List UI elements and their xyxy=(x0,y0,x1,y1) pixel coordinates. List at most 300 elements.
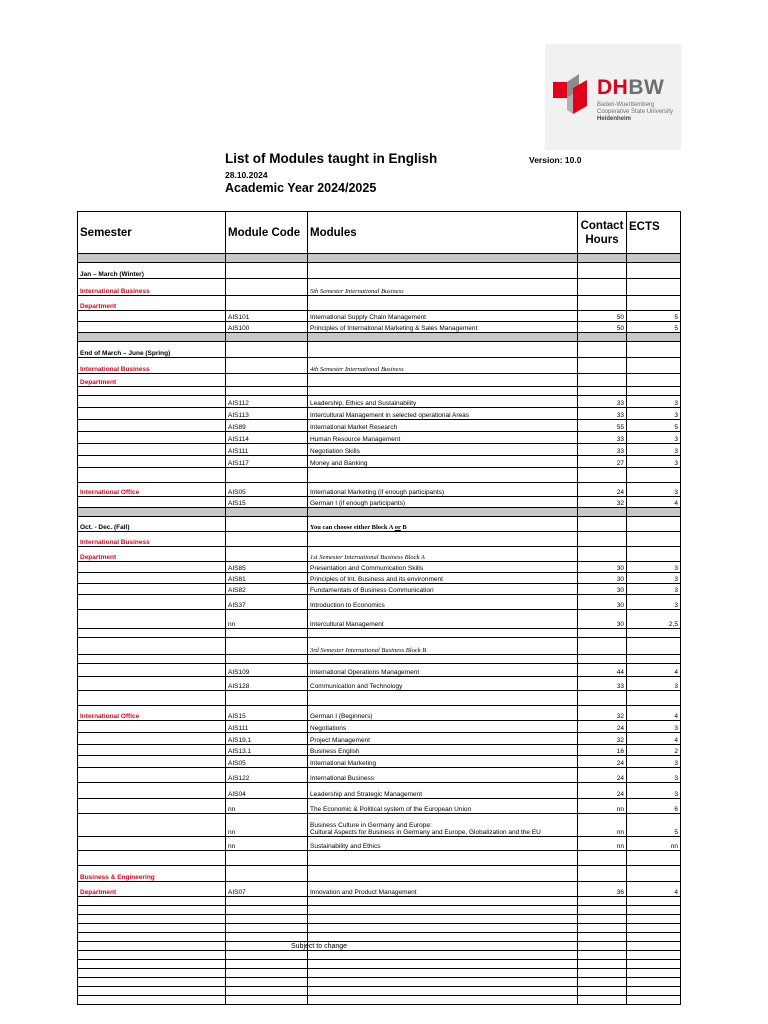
module-row xyxy=(78,721,681,733)
empty-cell xyxy=(226,996,308,1005)
module-code: AIS100 xyxy=(226,322,308,333)
empty-cell xyxy=(627,358,681,374)
empty-cell xyxy=(308,387,578,396)
empty-cell xyxy=(226,924,308,933)
department-label: Department xyxy=(78,374,226,387)
module-code: nn xyxy=(226,814,308,837)
contact-hours: 33 xyxy=(578,396,627,408)
module-row xyxy=(78,322,681,333)
empty-cell xyxy=(78,814,226,837)
semester-title: Oct. - Dec. (Fall) xyxy=(78,517,226,532)
table-row xyxy=(78,387,681,396)
separator-cell xyxy=(226,508,308,517)
contact-hours: 50 xyxy=(578,322,627,333)
table-row xyxy=(78,978,681,987)
empty-cell xyxy=(627,906,681,915)
module-code: AIS111 xyxy=(226,721,308,733)
empty-cell xyxy=(78,745,226,756)
empty-cell xyxy=(78,799,226,814)
department-label: Department xyxy=(78,296,226,311)
empty-cell xyxy=(627,987,681,996)
department-label: International Business xyxy=(78,279,226,296)
ects-value: 3 xyxy=(627,595,681,610)
table-row xyxy=(78,851,681,866)
separator-cell xyxy=(627,254,681,263)
module-code: AIS113 xyxy=(226,408,308,420)
module-name: Fundamentals of Business Communication xyxy=(308,584,578,595)
empty-cell xyxy=(226,532,308,547)
module-name: Money and Banking xyxy=(308,456,578,468)
department-label: Business & Engineering xyxy=(78,866,226,882)
empty-cell xyxy=(578,960,627,969)
empty-cell xyxy=(78,420,226,432)
empty-cell xyxy=(78,497,226,508)
empty-cell xyxy=(627,517,681,532)
contact-hours: 33 xyxy=(578,444,627,456)
empty-cell xyxy=(627,996,681,1005)
empty-cell xyxy=(578,951,627,960)
contact-hours: 55 xyxy=(578,420,627,432)
module-code: nn xyxy=(226,610,308,629)
empty-cell xyxy=(308,866,578,882)
empty-cell xyxy=(627,629,681,638)
empty-cell xyxy=(627,638,681,655)
empty-cell xyxy=(226,851,308,866)
empty-cell xyxy=(308,915,578,924)
contact-hours: 30 xyxy=(578,595,627,610)
table-row xyxy=(78,629,681,638)
empty-cell xyxy=(78,408,226,420)
empty-cell xyxy=(308,951,578,960)
module-row xyxy=(78,706,681,721)
module-code: AIS37 xyxy=(226,595,308,610)
empty-cell xyxy=(226,387,308,396)
module-code: AIS128 xyxy=(226,677,308,691)
block-heading: 5th Semester International Business xyxy=(308,279,578,296)
module-row xyxy=(78,483,681,497)
contact-hours: 36 xyxy=(578,882,627,897)
table-row xyxy=(78,655,681,664)
empty-cell xyxy=(78,942,226,951)
empty-cell xyxy=(308,960,578,969)
department-label: International Business xyxy=(78,532,226,547)
module-row xyxy=(78,584,681,595)
col-contact-hours-header: Contact Hours xyxy=(578,212,627,254)
empty-cell xyxy=(226,960,308,969)
empty-cell xyxy=(78,677,226,691)
ects-value: 3 xyxy=(627,444,681,456)
department-label: Department xyxy=(78,882,226,897)
semester-title: Jan – March (Winter) xyxy=(78,263,226,279)
block-choice-note: You can choose either Block A or B xyxy=(308,517,578,532)
empty-cell xyxy=(627,897,681,906)
module-row xyxy=(78,610,681,629)
empty-cell xyxy=(226,547,308,562)
contact-hours: 24 xyxy=(578,783,627,799)
ects-value: 3 xyxy=(627,562,681,573)
empty-cell xyxy=(226,342,308,358)
module-code: AIS109 xyxy=(226,664,308,677)
empty-cell xyxy=(308,906,578,915)
empty-cell xyxy=(78,387,226,396)
contact-hours: 50 xyxy=(578,311,627,322)
module-name: Communication and Technology xyxy=(308,677,578,691)
ects-value: 5 xyxy=(627,814,681,837)
empty-cell xyxy=(627,655,681,664)
module-name: Business Culture in Germany and Europe: Cultural Aspects for Business in Germany and Europe, Globalization and the EU xyxy=(308,814,578,837)
table-row xyxy=(78,279,681,296)
empty-cell xyxy=(226,374,308,387)
empty-cell xyxy=(308,629,578,638)
module-code: AIS05 xyxy=(226,483,308,497)
office-label: International Office xyxy=(78,483,226,497)
ects-value: 6 xyxy=(627,799,681,814)
contact-hours: nn xyxy=(578,814,627,837)
empty-cell xyxy=(578,996,627,1005)
separator-cell xyxy=(226,254,308,263)
module-code: AIS111 xyxy=(226,444,308,456)
empty-cell xyxy=(226,263,308,279)
module-code: AIS117 xyxy=(226,456,308,468)
module-code: AIS101 xyxy=(226,311,308,322)
col-code-header: Module Code xyxy=(226,212,308,254)
empty-cell xyxy=(226,358,308,374)
table-row xyxy=(78,906,681,915)
dhbw-logo-mark-icon xyxy=(553,74,593,114)
table-header-row xyxy=(78,212,681,254)
contact-hours: 24 xyxy=(578,483,627,497)
block-row xyxy=(78,638,681,655)
module-name: International Marketing xyxy=(308,756,578,768)
empty-cell xyxy=(578,924,627,933)
module-name: Principles of Int. Business and its environment xyxy=(308,573,578,584)
empty-cell xyxy=(78,468,226,483)
ects-value: 3 xyxy=(627,483,681,497)
ects-value: 5 xyxy=(627,311,681,322)
table-row xyxy=(78,517,681,532)
empty-cell xyxy=(578,897,627,906)
module-name: Negotiation Skills xyxy=(308,444,578,456)
ects-value: 4 xyxy=(627,733,681,745)
department-label: Department xyxy=(78,547,226,562)
empty-cell xyxy=(627,969,681,978)
section-separator xyxy=(78,254,681,263)
empty-cell xyxy=(308,978,578,987)
empty-cell xyxy=(226,978,308,987)
contact-hours: 16 xyxy=(578,745,627,756)
block-heading: 3rd Semester International Business Block B xyxy=(308,638,578,655)
contact-hours: 24 xyxy=(578,756,627,768)
ects-value: 3 xyxy=(627,756,681,768)
module-code: AIS85 xyxy=(226,562,308,573)
table-row xyxy=(78,532,681,547)
empty-cell xyxy=(308,969,578,978)
empty-cell xyxy=(627,547,681,562)
empty-cell xyxy=(627,468,681,483)
empty-cell xyxy=(578,691,627,706)
module-name: Presentation and Communication Skills xyxy=(308,562,578,573)
module-code: nn xyxy=(226,799,308,814)
ects-value: 3 xyxy=(627,432,681,444)
module-name: Innovation and Product Management xyxy=(308,882,578,897)
module-code: AIS89 xyxy=(226,420,308,432)
contact-hours: 33 xyxy=(578,432,627,444)
footer-note: Subject to change xyxy=(291,943,348,950)
empty-cell xyxy=(78,610,226,629)
ects-value: 2,5 xyxy=(627,610,681,629)
table-row xyxy=(78,296,681,311)
empty-cell xyxy=(308,691,578,706)
module-row xyxy=(78,882,681,897)
table-row xyxy=(78,942,681,951)
empty-cell xyxy=(226,296,308,311)
table-row xyxy=(78,951,681,960)
ects-value: 4 xyxy=(627,664,681,677)
ects-value: 3 xyxy=(627,677,681,691)
separator-cell xyxy=(627,333,681,342)
empty-cell xyxy=(78,768,226,783)
col-modules-header: Modules xyxy=(308,212,578,254)
empty-cell xyxy=(226,951,308,960)
empty-cell xyxy=(226,933,308,942)
block-heading: 1st Semester International Business Block A xyxy=(308,547,578,562)
separator-cell xyxy=(308,333,578,342)
separator-cell xyxy=(78,333,226,342)
module-name: Sustainability and Ethics xyxy=(308,837,578,851)
empty-cell xyxy=(308,897,578,906)
module-row xyxy=(78,733,681,745)
empty-cell xyxy=(78,595,226,610)
empty-cell xyxy=(627,263,681,279)
empty-cell xyxy=(78,851,226,866)
contact-hours: 24 xyxy=(578,768,627,783)
module-row xyxy=(78,768,681,783)
empty-cell xyxy=(78,456,226,468)
academic-year: Academic Year 2024/2025 xyxy=(225,181,377,195)
empty-cell xyxy=(578,906,627,915)
empty-cell xyxy=(308,933,578,942)
empty-cell xyxy=(226,279,308,296)
empty-cell xyxy=(578,279,627,296)
table-row xyxy=(78,468,681,483)
col-semester-header: Semester xyxy=(78,212,226,254)
separator-cell xyxy=(308,508,578,517)
module-code: AIS81 xyxy=(226,573,308,584)
empty-cell xyxy=(308,996,578,1005)
empty-cell xyxy=(578,851,627,866)
empty-cell xyxy=(78,573,226,584)
empty-cell xyxy=(226,655,308,664)
empty-cell xyxy=(578,655,627,664)
module-code: AIS112 xyxy=(226,396,308,408)
empty-cell xyxy=(226,691,308,706)
department-label: International Business xyxy=(78,358,226,374)
empty-cell xyxy=(308,924,578,933)
module-row xyxy=(78,444,681,456)
empty-cell xyxy=(308,851,578,866)
empty-cell xyxy=(308,532,578,547)
empty-cell xyxy=(226,638,308,655)
empty-cell xyxy=(78,584,226,595)
empty-cell xyxy=(578,969,627,978)
table-row xyxy=(78,263,681,279)
empty-cell xyxy=(627,851,681,866)
module-name: Intercultural Management in selected operational Areas xyxy=(308,408,578,420)
empty-cell xyxy=(78,924,226,933)
module-name: The Economic & Political system of the European Union xyxy=(308,799,578,814)
empty-cell xyxy=(226,987,308,996)
empty-cell xyxy=(78,897,226,906)
empty-cell xyxy=(226,866,308,882)
empty-cell xyxy=(78,721,226,733)
module-code: AIS15 xyxy=(226,706,308,721)
empty-cell xyxy=(78,837,226,851)
table-row xyxy=(78,897,681,906)
empty-cell xyxy=(308,655,578,664)
ects-value: 5 xyxy=(627,322,681,333)
module-name: International Market Research xyxy=(308,420,578,432)
page-title: List of Modules taught in English xyxy=(225,151,438,166)
empty-cell xyxy=(308,296,578,311)
table-row xyxy=(78,374,681,387)
table-row xyxy=(78,342,681,358)
separator-cell xyxy=(226,333,308,342)
empty-cell xyxy=(78,322,226,333)
empty-cell xyxy=(578,532,627,547)
module-row xyxy=(78,837,681,851)
separator-cell xyxy=(578,333,627,342)
contact-hours: 32 xyxy=(578,497,627,508)
table-row xyxy=(78,915,681,924)
empty-cell xyxy=(226,969,308,978)
module-row xyxy=(78,573,681,584)
ects-value: 3 xyxy=(627,573,681,584)
empty-cell xyxy=(578,342,627,358)
module-row xyxy=(78,783,681,799)
module-row xyxy=(78,664,681,677)
ects-value: 4 xyxy=(627,497,681,508)
ects-value: 3 xyxy=(627,456,681,468)
ects-value: 5 xyxy=(627,420,681,432)
ects-value: nn xyxy=(627,837,681,851)
empty-cell xyxy=(226,906,308,915)
empty-cell xyxy=(578,358,627,374)
empty-cell xyxy=(578,296,627,311)
logo-brand: DHBW xyxy=(597,76,665,99)
empty-cell xyxy=(578,978,627,987)
ects-value: 4 xyxy=(627,882,681,897)
empty-cell xyxy=(308,468,578,483)
module-row xyxy=(78,420,681,432)
contact-hours: nn xyxy=(578,799,627,814)
module-code: AIS04 xyxy=(226,783,308,799)
separator-cell xyxy=(78,254,226,263)
empty-cell xyxy=(226,517,308,532)
empty-cell xyxy=(308,987,578,996)
empty-cell xyxy=(78,933,226,942)
dhbw-logo xyxy=(545,44,681,150)
table-row xyxy=(78,691,681,706)
empty-cell xyxy=(78,396,226,408)
empty-cell xyxy=(78,756,226,768)
empty-cell xyxy=(627,387,681,396)
empty-cell xyxy=(578,942,627,951)
module-name: Human Resource Management xyxy=(308,432,578,444)
module-row xyxy=(78,799,681,814)
separator-cell xyxy=(578,508,627,517)
empty-cell xyxy=(78,996,226,1005)
table-row xyxy=(78,987,681,996)
ects-value: 3 xyxy=(627,584,681,595)
module-name: German I (Beginners) xyxy=(308,706,578,721)
empty-cell xyxy=(578,387,627,396)
ects-value: 3 xyxy=(627,721,681,733)
module-name: German I (if enough participants) xyxy=(308,497,578,508)
empty-cell xyxy=(226,915,308,924)
contact-hours: 24 xyxy=(578,721,627,733)
empty-cell xyxy=(78,444,226,456)
empty-cell xyxy=(578,517,627,532)
empty-cell xyxy=(78,432,226,444)
section-separator xyxy=(78,333,681,342)
module-row xyxy=(78,432,681,444)
module-row xyxy=(78,311,681,322)
logo-subtitle: Baden-Wuerttemberg Cooperative State University Heidenheim xyxy=(597,102,674,122)
section-separator xyxy=(78,508,681,517)
module-row xyxy=(78,396,681,408)
table-row xyxy=(78,969,681,978)
module-code: AIS13.1 xyxy=(226,745,308,756)
empty-cell xyxy=(578,547,627,562)
module-code: AIS19.1 xyxy=(226,733,308,745)
module-row xyxy=(78,814,681,837)
ects-value: 2 xyxy=(627,745,681,756)
module-name: International Supply Chain Management xyxy=(308,311,578,322)
empty-cell xyxy=(578,866,627,882)
empty-cell xyxy=(578,263,627,279)
empty-cell xyxy=(78,906,226,915)
module-code: AIS15 xyxy=(226,497,308,508)
contact-hours: 27 xyxy=(578,456,627,468)
empty-cell xyxy=(627,866,681,882)
empty-cell xyxy=(78,915,226,924)
table-row xyxy=(78,547,681,562)
empty-cell xyxy=(578,638,627,655)
empty-cell xyxy=(578,933,627,942)
module-name: International Business xyxy=(308,768,578,783)
separator-cell xyxy=(308,254,578,263)
contact-hours: 30 xyxy=(578,584,627,595)
contact-hours: 33 xyxy=(578,408,627,420)
empty-cell xyxy=(578,987,627,996)
empty-cell xyxy=(578,468,627,483)
empty-cell xyxy=(78,629,226,638)
empty-cell xyxy=(78,733,226,745)
ects-value: 3 xyxy=(627,396,681,408)
empty-cell xyxy=(78,664,226,677)
module-code: AIS114 xyxy=(226,432,308,444)
empty-cell xyxy=(308,342,578,358)
empty-cell xyxy=(78,562,226,573)
module-row xyxy=(78,562,681,573)
table-row xyxy=(78,996,681,1005)
empty-cell xyxy=(578,915,627,924)
table-row xyxy=(78,358,681,374)
ects-value: 4 xyxy=(627,706,681,721)
module-code: nn xyxy=(226,837,308,851)
empty-cell xyxy=(627,960,681,969)
empty-cell xyxy=(627,924,681,933)
